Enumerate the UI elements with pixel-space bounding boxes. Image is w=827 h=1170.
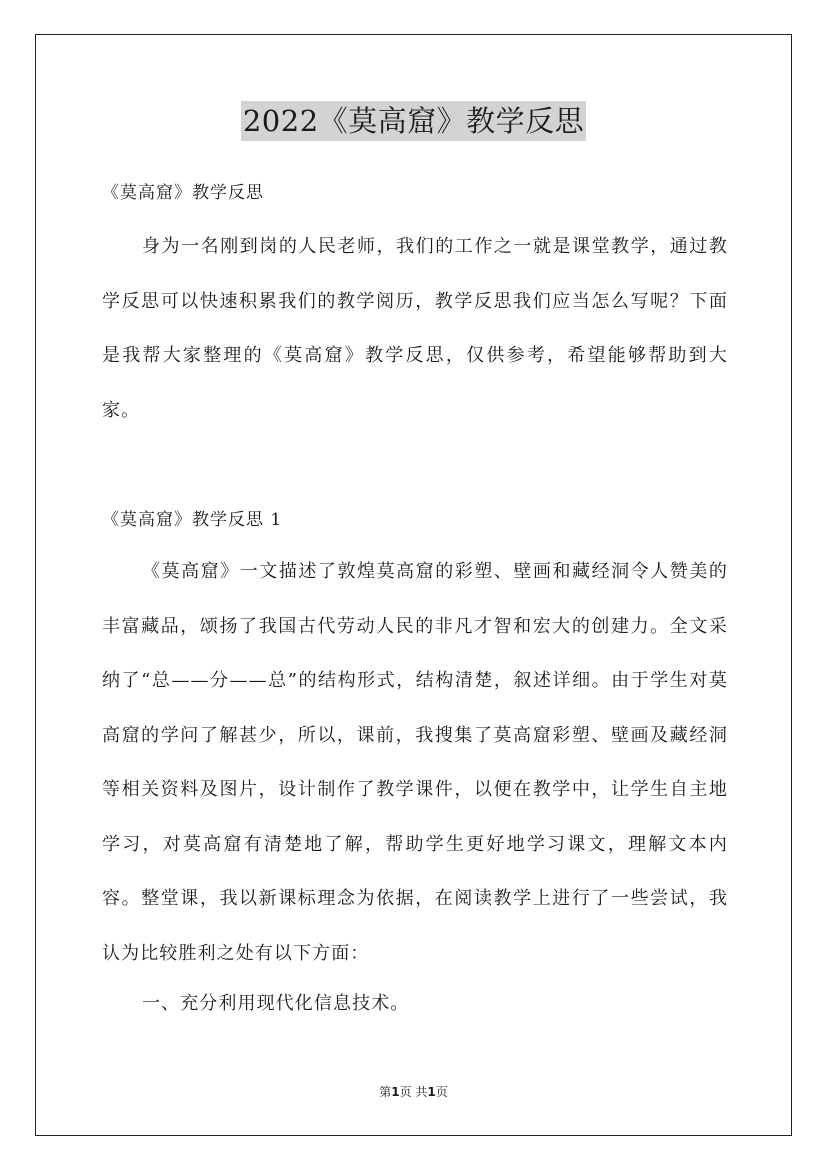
page-footer bbox=[0, 1084, 827, 1100]
section-1-heading: 《莫高窟》教学反思 1 bbox=[102, 510, 283, 530]
footer-page-total: 1 bbox=[427, 1085, 436, 1099]
title-container bbox=[0, 101, 827, 141]
section-1-body: 《莫高窟》一文描述了敦煌莫高窟的彩塑、壁画和藏经洞令人赞美的丰富藏品，颂扬了我国古代劳动人民的非凡才智和宏大的创建力。全文采纳了“总——分——总”的结构形式，结构清楚，叙述详细。由于学生对莫高窟的学问了解甚少，所以，课前，我搜集了莫高窟彩塑、壁画及藏经洞等相关资料及图片，设计制作了教学课件，以便在教学中，让学生自主地学习，对莫高窟有清楚地了解，帮助学生更好地学习课文，理解文本内容。整堂课，我以新课标理念为依据，在阅读教学上进行了一些尝试，我认为比较胜利之处有以下方面： bbox=[102, 561, 728, 964]
footer-page-current: 1 bbox=[391, 1085, 400, 1099]
footer-page-suffix: 页 bbox=[435, 1085, 448, 1099]
footer-page-prefix: 第 bbox=[379, 1085, 392, 1099]
document-subtitle: 《莫高窟》教学反思 bbox=[102, 183, 264, 203]
document-title: 2022《莫高窟》教学反思 bbox=[241, 101, 586, 141]
footer-page-mid: 页 共 bbox=[399, 1085, 428, 1099]
intro-paragraph: 身为一名刚到岗的人民老师，我们的工作之一就是课堂教学，通过教学反思可以快速积累我们的教学阅历，教学反思我们应当怎么写呢？下面是我帮大家整理的《莫高窟》教学反思，仅供参考，希望能够帮助到大家。 bbox=[102, 236, 728, 421]
list-item-1: 一、充分利用现代化信息技术。 bbox=[142, 993, 410, 1014]
